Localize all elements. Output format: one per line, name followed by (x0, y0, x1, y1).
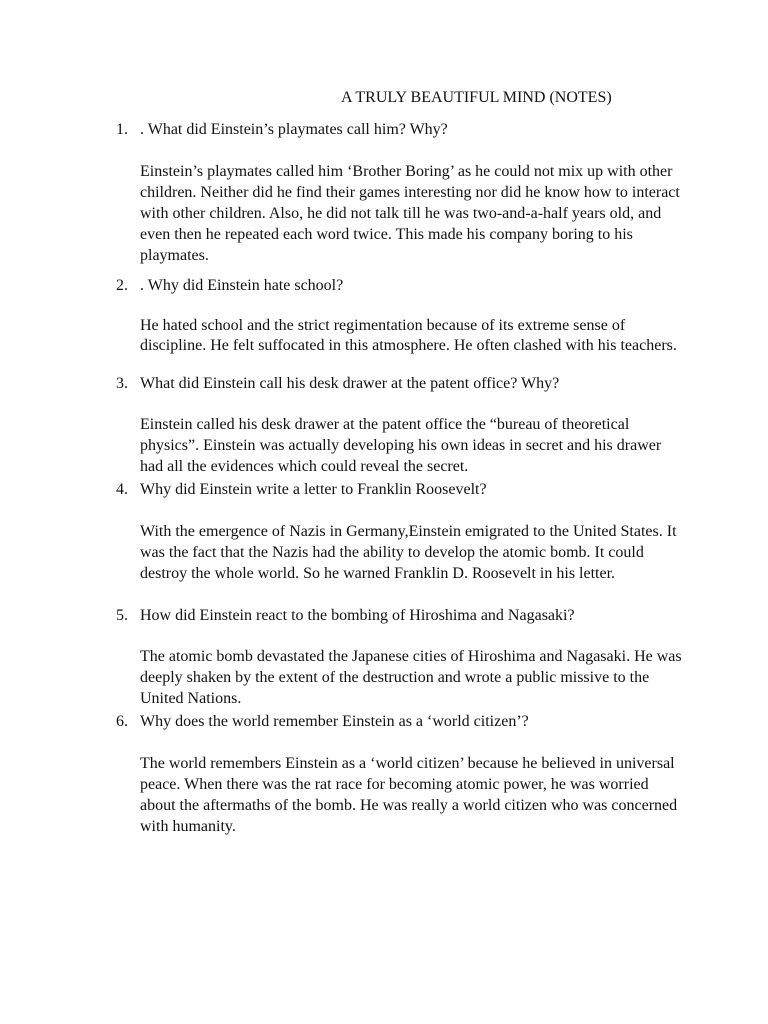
item-number: 6. (116, 713, 128, 730)
item-number: 5. (116, 607, 128, 624)
answer-text: The atomic bomb devastated the Japanese cities of Hiroshima and Nagasaki. He was deeply shaken by the extent of the destruction and wrote a public missive to the United Nations. (140, 648, 682, 707)
question-text: How did Einstein react to the bombing of Hiroshima and Nagasaki? (140, 607, 575, 624)
qa-item (112, 120, 682, 266)
qa-item (112, 374, 682, 477)
item-number: 4. (116, 481, 128, 498)
qa-item (112, 606, 682, 709)
qa-item (112, 712, 682, 837)
question-text: . Why did Einstein hate school? (140, 277, 344, 294)
answer-text: Einstein called his desk drawer at the patent office the “bureau of theoretical physics”. Einstein was actually developing his own ideas in secret and his drawer had all the evidences which could reveal the secret. (140, 416, 662, 475)
qa-item (112, 276, 682, 355)
item-number: 2. (116, 277, 128, 294)
question-text: . What did Einstein’s playmates call him? Why? (140, 121, 448, 138)
qa-item (112, 480, 682, 584)
question-text: Why does the world remember Einstein as a ‘world citizen’? (140, 713, 529, 730)
question-text: What did Einstein call his desk drawer at the patent office? Why? (140, 375, 560, 392)
question-text: Why did Einstein write a letter to Franklin Roosevelt? (140, 481, 487, 498)
answer-text: The world remembers Einstein as a ‘world citizen’ because he believed in universal peace. When there was the rat race for becoming atomic power, he was worried about the aftermaths of the bomb. He was really a world citizen who was concerned with humanity. (140, 755, 678, 835)
document-title: A TRULY BEAUTIFUL MIND (NOTES) (341, 89, 612, 106)
item-number: 3. (116, 375, 128, 392)
item-number: 1. (116, 121, 128, 138)
answer-text: Einstein’s playmates called him ‘Brother Boring’ as he could not mix up with other children. Neither did he find their games interesting nor did he know how to interact with other children. Also, he did not talk till he was two-and-a-half years old, and even then he repeated each word twice. This made his company boring to his playmates. (140, 163, 680, 264)
answer-text: He hated school and the strict regimentation because of its extreme sense of discipline. He felt suffocated in this atmosphere. He often clashed with his teachers. (140, 317, 677, 354)
answer-text: With the emergence of Nazis in Germany,Einstein emigrated to the United States. It was the fact that the Nazis had the ability to develop the atomic bomb. It could destroy the whole world. So he warned Franklin D. Roosevelt in his letter. (140, 523, 677, 582)
